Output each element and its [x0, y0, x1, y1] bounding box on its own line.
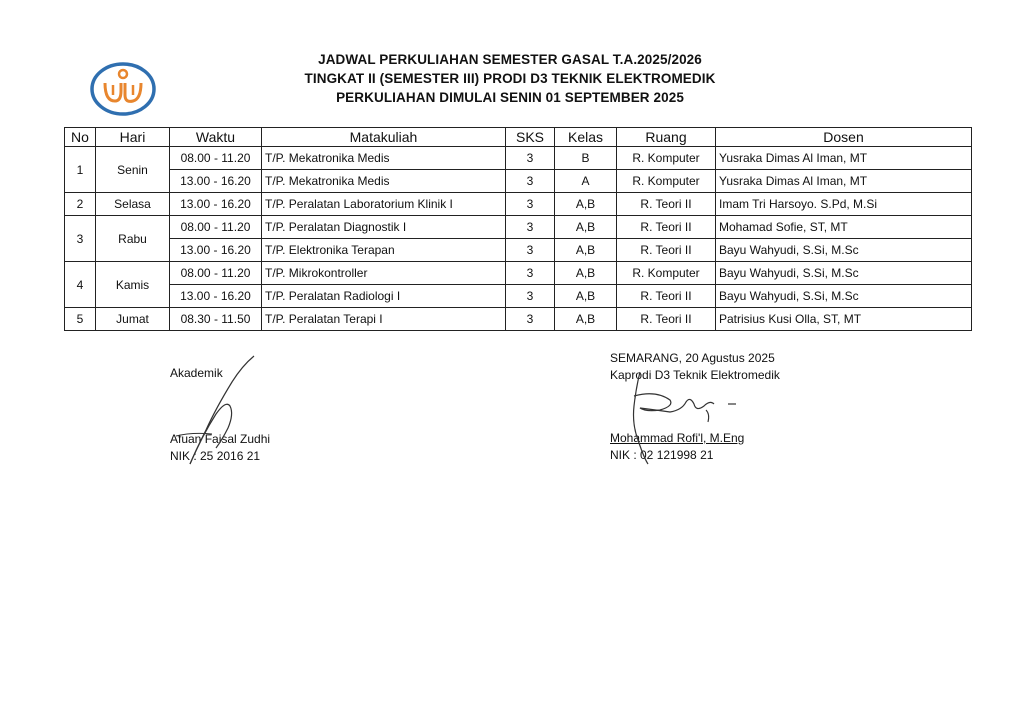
- cell-ruang: R. Teori II: [617, 193, 716, 216]
- title-line-3: PERKULIAHAN DIMULAI SENIN 01 SEPTEMBER 2025: [336, 90, 684, 105]
- table-row: [65, 147, 972, 170]
- cell-no: 2: [65, 193, 96, 216]
- cell-matakuliah: T/P. Mekatronika Medis: [262, 147, 506, 170]
- cell-waktu: 08.00 - 11.20: [170, 147, 262, 170]
- cell-sks: 3: [506, 262, 555, 285]
- cell-waktu: 08.00 - 11.20: [170, 262, 262, 285]
- cell-sks: 3: [506, 216, 555, 239]
- cell-waktu: 13.00 - 16.20: [170, 285, 262, 308]
- cell-dosen: Bayu Wahyudi, S.Si, M.Sc: [716, 285, 972, 308]
- cell-waktu: 08.00 - 11.20: [170, 216, 262, 239]
- schedule-table: [64, 127, 972, 331]
- cell-matakuliah: T/P. Peralatan Laboratorium Klinik I: [262, 193, 506, 216]
- table-row: [65, 239, 972, 262]
- cell-sks: 3: [506, 285, 555, 308]
- cell-sks: 3: [506, 308, 555, 331]
- cell-waktu: 13.00 - 16.20: [170, 193, 262, 216]
- table-header-row: [65, 128, 972, 147]
- cell-dosen: Bayu Wahyudi, S.Si, M.Sc: [716, 239, 972, 262]
- title-line-2: TINGKAT II (SEMESTER III) PRODI D3 TEKNIK ELEKTROMEDIK: [304, 71, 716, 86]
- column-header-kelas: Kelas: [555, 128, 617, 147]
- column-header-ruang: Ruang: [617, 128, 716, 147]
- cell-no: 3: [65, 216, 96, 262]
- column-header-hari: Hari: [96, 128, 170, 147]
- cell-hari: Senin: [96, 147, 170, 193]
- cell-no: 4: [65, 262, 96, 308]
- cell-matakuliah: T/P. Mikrokontroller: [262, 262, 506, 285]
- cell-kelas: A,B: [555, 216, 617, 239]
- table-row: [65, 285, 972, 308]
- cell-waktu: 13.00 - 16.20: [170, 239, 262, 262]
- cell-hari: Selasa: [96, 193, 170, 216]
- signer-name-right: Mohammad Rofi'l, M.Eng: [610, 431, 745, 445]
- handwritten-signature-right: [610, 366, 750, 466]
- table-row: [65, 216, 972, 239]
- column-header-waktu: Waktu: [170, 128, 262, 147]
- cell-kelas: A: [555, 170, 617, 193]
- cell-matakuliah: T/P. Peralatan Radiologi I: [262, 285, 506, 308]
- cell-dosen: Patrisius Kusi Olla, ST, MT: [716, 308, 972, 331]
- cell-dosen: Yusraka Dimas Al Iman, MT: [716, 147, 972, 170]
- column-header-no: No: [65, 128, 96, 147]
- cell-dosen: Yusraka Dimas Al Iman, MT: [716, 170, 972, 193]
- signer-name-left: Afuan Faisal Zudhi: [170, 432, 271, 446]
- cell-matakuliah: T/P. Mekatronika Medis: [262, 170, 506, 193]
- cell-matakuliah: T/P. Peralatan Terapi I: [262, 308, 506, 331]
- column-header-matakuliah: Matakuliah: [262, 128, 506, 147]
- cell-waktu: 13.00 - 16.20: [170, 170, 262, 193]
- cell-ruang: R. Teori II: [617, 216, 716, 239]
- institution-logo: [89, 61, 157, 117]
- cell-sks: 3: [506, 170, 555, 193]
- cell-ruang: R. Komputer: [617, 170, 716, 193]
- cell-kelas: A,B: [555, 193, 617, 216]
- cell-no: 5: [65, 308, 96, 331]
- cell-kelas: A,B: [555, 239, 617, 262]
- signer-role-right: Kaprodi D3 Teknik Elektromedik: [610, 368, 780, 382]
- cell-matakuliah: T/P. Elektronika Terapan: [262, 239, 506, 262]
- cell-sks: 3: [506, 193, 555, 216]
- cell-dosen: Mohamad Sofie, ST, MT: [716, 216, 972, 239]
- table-row: [65, 193, 972, 216]
- cell-no: 1: [65, 147, 96, 193]
- table-row: [65, 170, 972, 193]
- column-header-sks: SKS: [506, 128, 555, 147]
- signer-role-left: Akademik: [170, 366, 223, 380]
- cell-kelas: A,B: [555, 308, 617, 331]
- cell-kelas: B: [555, 147, 617, 170]
- cell-ruang: R. Teori II: [617, 239, 716, 262]
- table-row: [65, 262, 972, 285]
- column-header-dosen: Dosen: [716, 128, 972, 147]
- cell-kelas: A,B: [555, 262, 617, 285]
- cell-sks: 3: [506, 147, 555, 170]
- cell-hari: Jumat: [96, 308, 170, 331]
- cell-ruang: R. Komputer: [617, 147, 716, 170]
- handwritten-signature-left: [172, 352, 262, 467]
- cell-waktu: 08.30 - 11.50: [170, 308, 262, 331]
- signer-nik-right: NIK : 02 121998 21: [610, 448, 714, 462]
- signer-nik-left: NIK : 25 2016 21: [170, 449, 261, 463]
- cell-ruang: R. Komputer: [617, 262, 716, 285]
- cell-dosen: Imam Tri Harsoyo. S.Pd, M.Si: [716, 193, 972, 216]
- document-title: [180, 50, 840, 107]
- cell-sks: 3: [506, 239, 555, 262]
- cell-dosen: Bayu Wahyudi, S.Si, M.Sc: [716, 262, 972, 285]
- cell-hari: Rabu: [96, 216, 170, 262]
- table-row: [65, 308, 972, 331]
- place-date: SEMARANG, 20 Agustus 2025: [610, 351, 775, 365]
- title-line-1: JADWAL PERKULIAHAN SEMESTER GASAL T.A.2025/2026: [318, 52, 702, 67]
- cell-matakuliah: T/P. Peralatan Diagnostik I: [262, 216, 506, 239]
- cell-kelas: A,B: [555, 285, 617, 308]
- cell-hari: Kamis: [96, 262, 170, 308]
- cell-ruang: R. Teori II: [617, 308, 716, 331]
- cell-ruang: R. Teori II: [617, 285, 716, 308]
